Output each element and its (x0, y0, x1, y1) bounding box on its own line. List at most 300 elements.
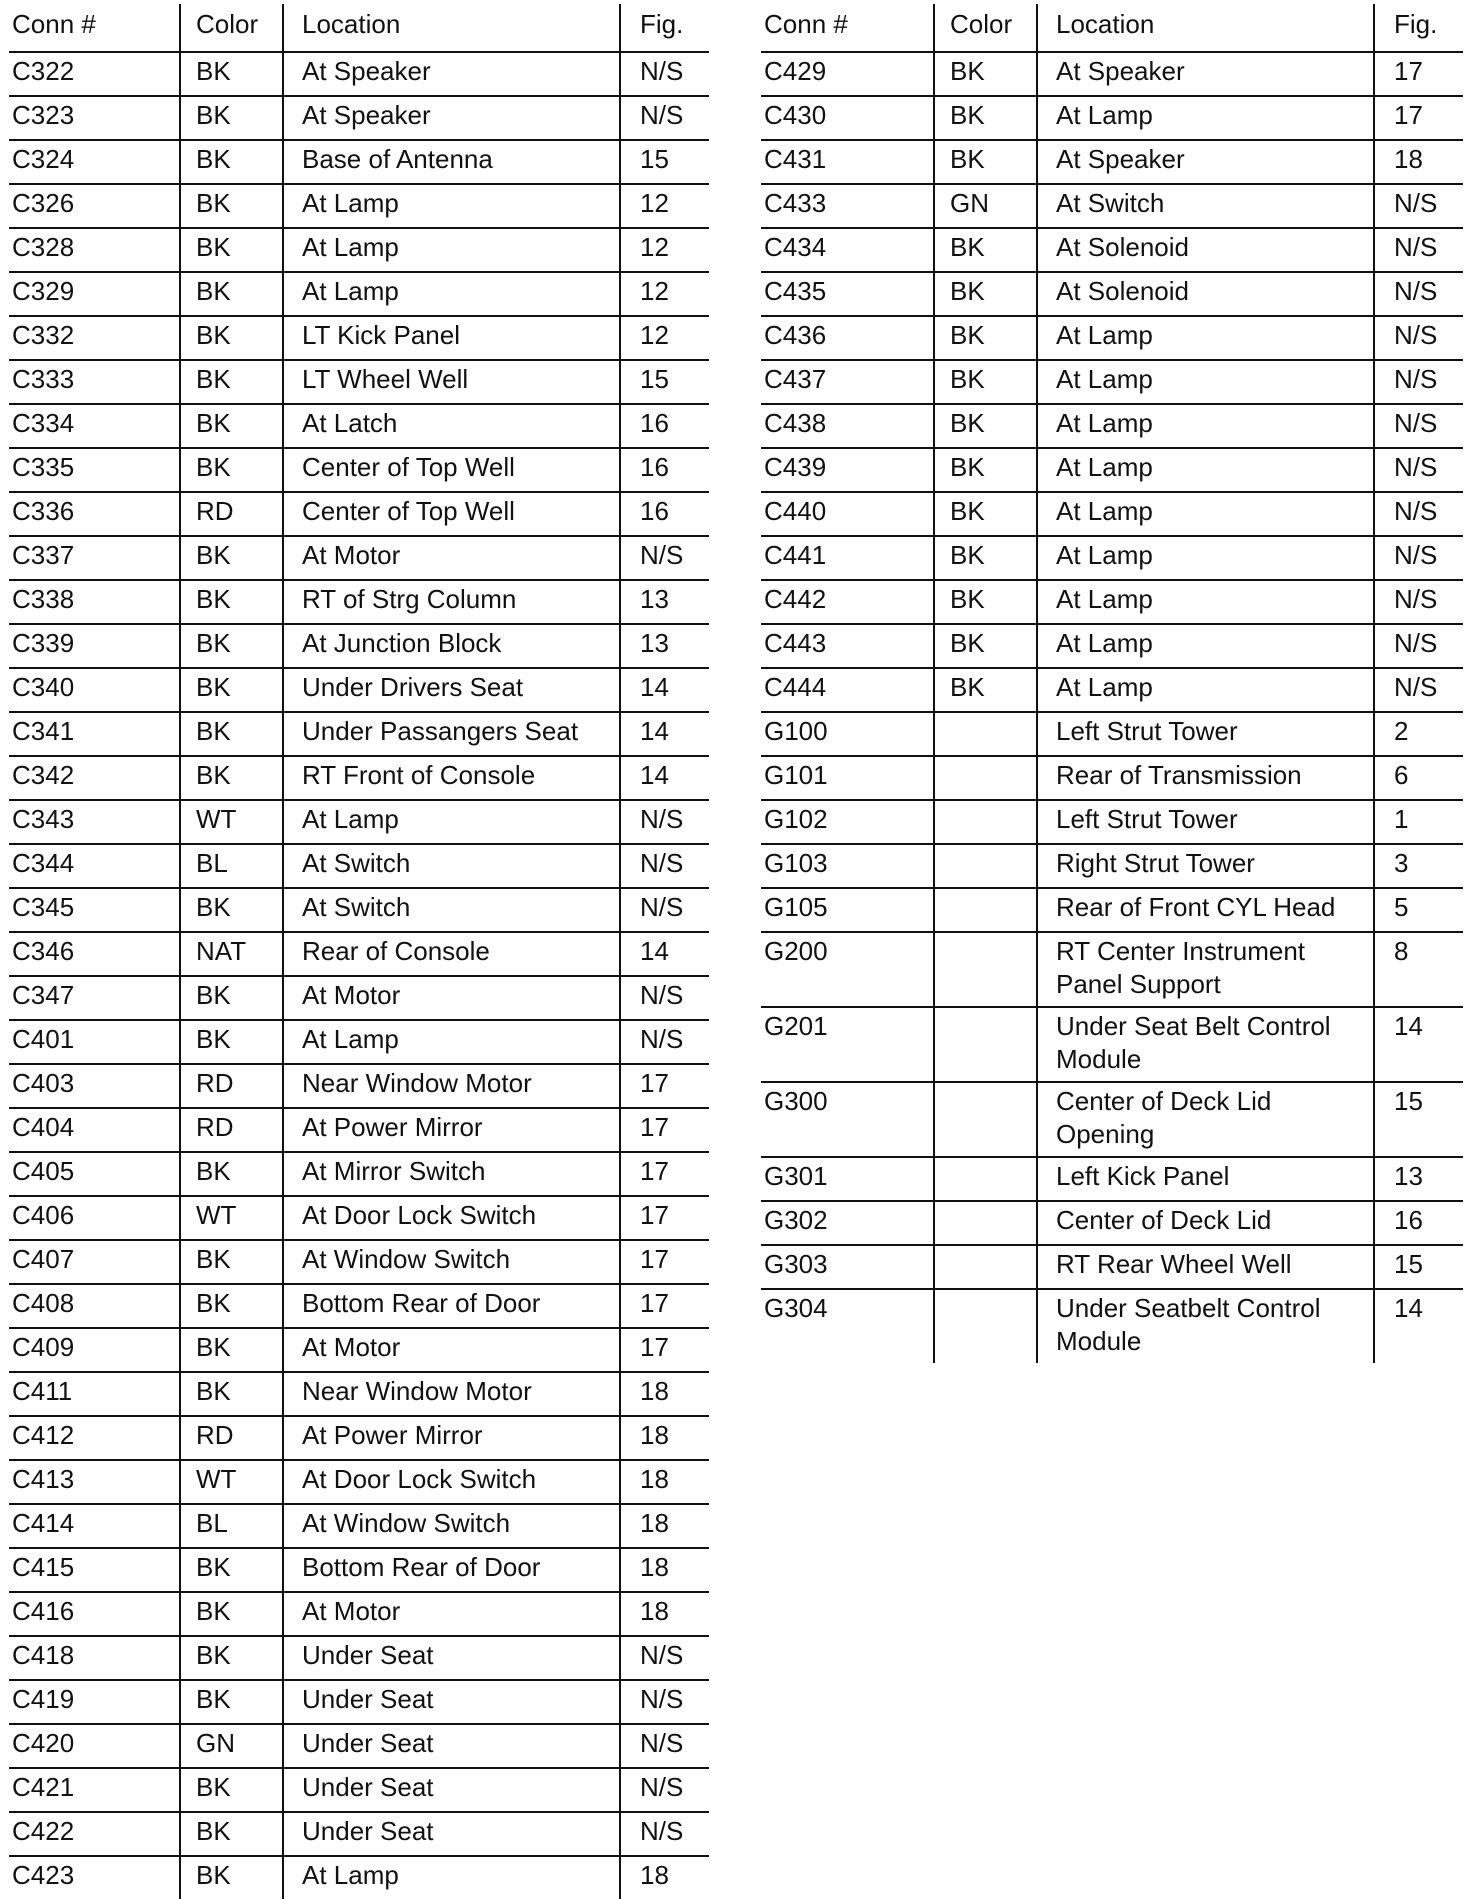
location-cell: At Lamp (283, 1020, 620, 1064)
location-cell: At Motor (283, 1328, 620, 1372)
fig-cell: 16 (620, 492, 709, 536)
location-cell: Rear of Front CYL Head (1037, 888, 1374, 932)
table-row (761, 624, 1463, 668)
color-cell: GN (180, 1724, 283, 1768)
color-cell (934, 712, 1037, 756)
location-cell: Center of Deck Lid Opening (1037, 1082, 1374, 1157)
fig-cell: 8 (1374, 932, 1463, 1007)
color-cell: BK (934, 228, 1037, 272)
conn-cell: C324 (9, 140, 180, 184)
color-cell: BK (180, 668, 283, 712)
location-cell: Under Seat (283, 1636, 620, 1680)
location-cell: At Lamp (1037, 536, 1374, 580)
fig-cell: 12 (620, 316, 709, 360)
fig-cell: N/S (620, 96, 709, 140)
location-cell: At Speaker (1037, 52, 1374, 96)
conn-cell: C408 (9, 1284, 180, 1328)
location-cell: Left Strut Tower (1037, 800, 1374, 844)
table-row (9, 624, 709, 668)
conn-cell: G103 (761, 844, 934, 888)
conn-cell: C338 (9, 580, 180, 624)
fig-cell: N/S (1374, 580, 1463, 624)
conn-cell: C415 (9, 1548, 180, 1592)
fig-cell: 18 (620, 1548, 709, 1592)
conn-cell: C334 (9, 404, 180, 448)
color-cell: BK (934, 580, 1037, 624)
location-cell: Under Seat (283, 1680, 620, 1724)
table-row (9, 536, 709, 580)
table-row (761, 1201, 1463, 1245)
color-cell: BK (180, 888, 283, 932)
conn-cell: C346 (9, 932, 180, 976)
table-row (9, 712, 709, 756)
color-cell: BK (180, 448, 283, 492)
conn-cell: C431 (761, 140, 934, 184)
color-cell (934, 756, 1037, 800)
fig-cell: 17 (620, 1064, 709, 1108)
color-cell: BK (180, 1372, 283, 1416)
location-cell: Under Seat Belt Control Module (1037, 1007, 1374, 1082)
location-cell: At Speaker (283, 96, 620, 140)
conn-cell: C443 (761, 624, 934, 668)
location-cell: At Power Mirror (283, 1108, 620, 1152)
table-row (761, 1007, 1463, 1082)
fig-cell: 18 (1374, 140, 1463, 184)
color-cell: RD (180, 1108, 283, 1152)
connector-table-left (9, 4, 709, 1899)
location-cell: At Lamp (1037, 492, 1374, 536)
conn-cell: C345 (9, 888, 180, 932)
conn-cell: C411 (9, 1372, 180, 1416)
conn-cell: G105 (761, 888, 934, 932)
location-cell: At Door Lock Switch (283, 1460, 620, 1504)
table-row (761, 316, 1463, 360)
conn-cell: C343 (9, 800, 180, 844)
location-cell: At Lamp (1037, 96, 1374, 140)
location-cell: Left Kick Panel (1037, 1157, 1374, 1201)
header-row (9, 4, 709, 52)
conn-cell: C444 (761, 668, 934, 712)
table-row (9, 316, 709, 360)
conn-cell: C414 (9, 1504, 180, 1548)
fig-cell: 17 (620, 1240, 709, 1284)
fig-cell: N/S (1374, 228, 1463, 272)
fig-cell: N/S (1374, 492, 1463, 536)
table-row (761, 580, 1463, 624)
fig-cell: N/S (620, 1636, 709, 1680)
col-header-color: Color (180, 4, 283, 52)
color-cell: BK (180, 536, 283, 580)
table-body-right (761, 52, 1463, 1363)
conn-cell: G300 (761, 1082, 934, 1157)
color-cell: BK (180, 1548, 283, 1592)
color-cell (934, 932, 1037, 1007)
fig-cell: 6 (1374, 756, 1463, 800)
fig-cell: 18 (620, 1504, 709, 1548)
location-cell: RT of Strg Column (283, 580, 620, 624)
color-cell: BK (180, 756, 283, 800)
fig-cell: 14 (620, 668, 709, 712)
fig-cell: 13 (620, 580, 709, 624)
conn-cell: G101 (761, 756, 934, 800)
table-row (761, 712, 1463, 756)
color-cell (934, 1245, 1037, 1289)
table-row (9, 1548, 709, 1592)
fig-cell: 14 (1374, 1007, 1463, 1082)
color-cell: BK (934, 96, 1037, 140)
conn-cell: C326 (9, 184, 180, 228)
color-cell: BK (180, 1240, 283, 1284)
location-cell: At Lamp (1037, 580, 1374, 624)
color-cell: BK (180, 712, 283, 756)
color-cell (934, 844, 1037, 888)
location-cell: At Motor (283, 536, 620, 580)
table-row (9, 888, 709, 932)
conn-cell: C328 (9, 228, 180, 272)
table-row (9, 1812, 709, 1856)
col-header-location: Location (283, 4, 620, 52)
table-row (761, 228, 1463, 272)
color-cell: BK (180, 1680, 283, 1724)
color-cell: WT (180, 1460, 283, 1504)
table-row (9, 800, 709, 844)
location-cell: Rear of Console (283, 932, 620, 976)
table-row (9, 932, 709, 976)
conn-cell: C404 (9, 1108, 180, 1152)
table-row (9, 1680, 709, 1724)
table-row (761, 756, 1463, 800)
table-row (9, 1416, 709, 1460)
table-row (9, 1636, 709, 1680)
conn-cell: C433 (761, 184, 934, 228)
color-cell: BK (934, 404, 1037, 448)
location-cell: At Lamp (1037, 668, 1374, 712)
location-cell: Bottom Rear of Door (283, 1548, 620, 1592)
location-cell: At Latch (283, 404, 620, 448)
location-cell: Under Drivers Seat (283, 668, 620, 712)
table-row (761, 888, 1463, 932)
conn-cell: G201 (761, 1007, 934, 1082)
color-cell: BK (180, 1812, 283, 1856)
color-cell: BL (180, 1504, 283, 1548)
col-header-conn: Conn # (9, 4, 180, 52)
location-cell: RT Rear Wheel Well (1037, 1245, 1374, 1289)
table-row (761, 1157, 1463, 1201)
color-cell: BK (934, 492, 1037, 536)
table-row (9, 1592, 709, 1636)
fig-cell: N/S (620, 1724, 709, 1768)
fig-cell: 18 (620, 1856, 709, 1899)
col-header-color: Color (934, 4, 1037, 52)
table-row (761, 404, 1463, 448)
location-cell: LT Wheel Well (283, 360, 620, 404)
location-cell: At Window Switch (283, 1504, 620, 1548)
conn-cell: C322 (9, 52, 180, 96)
conn-cell: C409 (9, 1328, 180, 1372)
location-cell: At Junction Block (283, 624, 620, 668)
conn-cell: C430 (761, 96, 934, 140)
color-cell: BK (180, 140, 283, 184)
location-cell: Under Seat (283, 1812, 620, 1856)
fig-cell: 12 (620, 184, 709, 228)
location-cell: Under Seat (283, 1724, 620, 1768)
table-row (761, 1082, 1463, 1157)
connector-table-right (761, 4, 1463, 1363)
conn-cell: C412 (9, 1416, 180, 1460)
table-row (761, 360, 1463, 404)
color-cell: BK (180, 52, 283, 96)
fig-cell: 17 (620, 1328, 709, 1372)
color-cell: BK (934, 536, 1037, 580)
table-row (9, 448, 709, 492)
conn-cell: C333 (9, 360, 180, 404)
fig-cell: 14 (620, 756, 709, 800)
color-cell: WT (180, 800, 283, 844)
color-cell: GN (934, 184, 1037, 228)
color-cell: BK (180, 1856, 283, 1899)
table-row (761, 668, 1463, 712)
location-cell: At Switch (283, 844, 620, 888)
location-cell: At Speaker (283, 52, 620, 96)
conn-cell: G301 (761, 1157, 934, 1201)
table-row (9, 1196, 709, 1240)
conn-cell: C339 (9, 624, 180, 668)
fig-cell: N/S (1374, 668, 1463, 712)
location-cell: At Lamp (1037, 448, 1374, 492)
location-cell: At Motor (283, 1592, 620, 1636)
color-cell: BL (180, 844, 283, 888)
location-cell: Center of Top Well (283, 492, 620, 536)
location-cell: At Solenoid (1037, 228, 1374, 272)
color-cell: BK (180, 316, 283, 360)
fig-cell: N/S (620, 1680, 709, 1724)
location-cell: At Lamp (1037, 316, 1374, 360)
conn-cell: C434 (761, 228, 934, 272)
fig-cell: N/S (620, 536, 709, 580)
color-cell: RD (180, 492, 283, 536)
fig-cell: N/S (1374, 360, 1463, 404)
color-cell: BK (180, 1020, 283, 1064)
conn-cell: G303 (761, 1245, 934, 1289)
color-cell: BK (934, 624, 1037, 668)
table-row (9, 272, 709, 316)
conn-cell: C419 (9, 1680, 180, 1724)
table-row (761, 1289, 1463, 1363)
table-row (9, 360, 709, 404)
color-cell: BK (180, 1592, 283, 1636)
fig-cell: 15 (620, 140, 709, 184)
table-body-left (9, 52, 709, 1899)
location-cell: Under Seatbelt Control Module (1037, 1289, 1374, 1363)
fig-cell: N/S (620, 888, 709, 932)
conn-cell: G200 (761, 932, 934, 1007)
location-cell: Near Window Motor (283, 1372, 620, 1416)
fig-cell: N/S (620, 1020, 709, 1064)
conn-cell: C407 (9, 1240, 180, 1284)
location-cell: Near Window Motor (283, 1064, 620, 1108)
table-row (9, 1460, 709, 1504)
fig-cell: 17 (620, 1108, 709, 1152)
conn-cell: C406 (9, 1196, 180, 1240)
table-row (9, 1504, 709, 1548)
fig-cell: N/S (1374, 272, 1463, 316)
table-row (9, 1020, 709, 1064)
color-cell: BK (180, 1284, 283, 1328)
color-cell: BK (180, 96, 283, 140)
table-row (761, 52, 1463, 96)
fig-cell: 13 (1374, 1157, 1463, 1201)
color-cell: BK (180, 228, 283, 272)
location-cell: At Switch (1037, 184, 1374, 228)
fig-cell: N/S (620, 800, 709, 844)
table-row (761, 844, 1463, 888)
color-cell (934, 1007, 1037, 1082)
table-row (9, 140, 709, 184)
fig-cell: 2 (1374, 712, 1463, 756)
fig-cell: N/S (620, 52, 709, 96)
location-cell: Left Strut Tower (1037, 712, 1374, 756)
conn-cell: C335 (9, 448, 180, 492)
conn-cell: C405 (9, 1152, 180, 1196)
col-header-fig: Fig. (620, 4, 709, 52)
fig-cell: 1 (1374, 800, 1463, 844)
conn-cell: G302 (761, 1201, 934, 1245)
table-row (761, 800, 1463, 844)
fig-cell: 5 (1374, 888, 1463, 932)
table-row (761, 184, 1463, 228)
conn-cell: C337 (9, 536, 180, 580)
color-cell: RD (180, 1416, 283, 1460)
location-cell: Bottom Rear of Door (283, 1284, 620, 1328)
fig-cell: 16 (1374, 1201, 1463, 1245)
fig-cell: N/S (1374, 448, 1463, 492)
col-header-location: Location (1037, 4, 1374, 52)
location-cell: At Lamp (1037, 404, 1374, 448)
conn-cell: C416 (9, 1592, 180, 1636)
fig-cell: 15 (1374, 1245, 1463, 1289)
table-row (9, 1768, 709, 1812)
table-row (9, 668, 709, 712)
location-cell: Center of Top Well (283, 448, 620, 492)
location-cell: Base of Antenna (283, 140, 620, 184)
conn-cell: C323 (9, 96, 180, 140)
table-row (761, 492, 1463, 536)
location-cell: At Motor (283, 976, 620, 1020)
conn-cell: C422 (9, 1812, 180, 1856)
conn-cell: C347 (9, 976, 180, 1020)
conn-cell: C438 (761, 404, 934, 448)
fig-cell: 14 (620, 932, 709, 976)
location-cell: Under Passangers Seat (283, 712, 620, 756)
table-row (9, 580, 709, 624)
location-cell: At Switch (283, 888, 620, 932)
table-row (9, 1240, 709, 1284)
location-cell: At Lamp (283, 800, 620, 844)
color-cell: BK (180, 1768, 283, 1812)
location-cell: At Lamp (283, 184, 620, 228)
table-row (9, 976, 709, 1020)
location-cell: At Power Mirror (283, 1416, 620, 1460)
location-cell: At Window Switch (283, 1240, 620, 1284)
fig-cell: N/S (620, 1812, 709, 1856)
location-cell: Right Strut Tower (1037, 844, 1374, 888)
conn-cell: C401 (9, 1020, 180, 1064)
table-row (9, 184, 709, 228)
fig-cell: 16 (620, 448, 709, 492)
fig-cell: 17 (620, 1196, 709, 1240)
table-row (9, 1372, 709, 1416)
conn-cell: C435 (761, 272, 934, 316)
table-row (9, 1856, 709, 1899)
color-cell: BK (934, 316, 1037, 360)
conn-cell: C436 (761, 316, 934, 360)
conn-cell: C341 (9, 712, 180, 756)
fig-cell: 12 (620, 228, 709, 272)
fig-cell: N/S (1374, 536, 1463, 580)
location-cell: Under Seat (283, 1768, 620, 1812)
location-cell: At Lamp (283, 272, 620, 316)
table-row (761, 96, 1463, 140)
location-cell: RT Front of Console (283, 756, 620, 800)
location-cell: At Lamp (1037, 624, 1374, 668)
color-cell: BK (180, 404, 283, 448)
table-row (761, 140, 1463, 184)
location-cell: At Lamp (1037, 360, 1374, 404)
location-cell: At Lamp (283, 1856, 620, 1899)
conn-cell: C336 (9, 492, 180, 536)
fig-cell: 18 (620, 1460, 709, 1504)
fig-cell: 12 (620, 272, 709, 316)
header-row (761, 4, 1463, 52)
table-row (9, 1152, 709, 1196)
color-cell (934, 1201, 1037, 1245)
fig-cell: 18 (620, 1372, 709, 1416)
color-cell (934, 1157, 1037, 1201)
fig-cell: N/S (1374, 404, 1463, 448)
conn-cell: C421 (9, 1768, 180, 1812)
table-row (9, 228, 709, 272)
fig-cell: N/S (1374, 316, 1463, 360)
fig-cell: 16 (620, 404, 709, 448)
conn-cell: C413 (9, 1460, 180, 1504)
color-cell (934, 1082, 1037, 1157)
conn-cell: C439 (761, 448, 934, 492)
fig-cell: 3 (1374, 844, 1463, 888)
conn-cell: C332 (9, 316, 180, 360)
fig-cell: N/S (1374, 624, 1463, 668)
location-cell: LT Kick Panel (283, 316, 620, 360)
conn-cell: C423 (12, 1860, 75, 1890)
fig-cell: 15 (620, 360, 709, 404)
fig-cell: N/S (620, 1768, 709, 1812)
fig-cell: 18 (620, 1592, 709, 1636)
fig-cell: 17 (1374, 96, 1463, 140)
table-row (9, 1328, 709, 1372)
conn-cell: C418 (9, 1636, 180, 1680)
color-cell: BK (180, 580, 283, 624)
color-cell: BK (180, 272, 283, 316)
conn-cell: G102 (761, 800, 934, 844)
fig-cell: N/S (1374, 184, 1463, 228)
location-cell: RT Center Instrument Panel Support (1037, 932, 1374, 1007)
location-cell: At Solenoid (1037, 272, 1374, 316)
table-row (9, 1724, 709, 1768)
color-cell: BK (180, 976, 283, 1020)
table-row (9, 1108, 709, 1152)
color-cell: BK (180, 624, 283, 668)
color-cell (934, 1289, 1037, 1363)
color-cell: BK (934, 52, 1037, 96)
